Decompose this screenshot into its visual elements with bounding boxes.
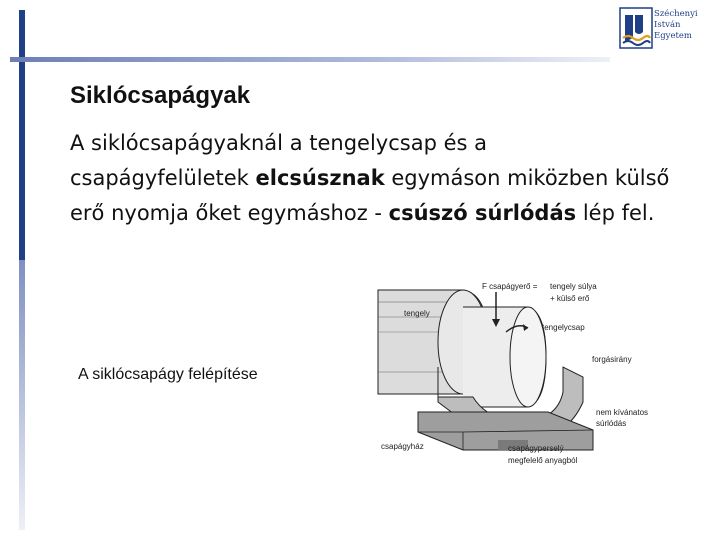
left-accent-bar-fade (19, 260, 25, 530)
label-rotation: forgásirány (592, 355, 632, 364)
top-accent-bar (10, 57, 610, 62)
label-weight: tengely súlya (550, 282, 597, 291)
label-force: F csapágyerő = (482, 282, 538, 291)
figure-caption: A siklócsapágy felépítése (78, 366, 258, 383)
bearing-diagram (378, 272, 649, 467)
label-required: nem kívánatos (596, 408, 649, 417)
label-journal: tengelycsap (542, 323, 585, 332)
label-friction: súrlódás (596, 419, 627, 428)
slide-body (70, 126, 670, 231)
logo-text (654, 9, 698, 42)
logo-line-1: Széchenyi (654, 9, 698, 19)
label-shell-2: megfelelő anyagból (508, 456, 578, 465)
label-housing: csapágyház (381, 442, 424, 451)
label-shell-1: csapágyperselý (508, 444, 564, 453)
label-shaft: tengely (404, 309, 430, 318)
journal-drawing (463, 307, 546, 407)
body-text-1: A siklócsapágyaknál a tengelycsap és a csapágyfelületek (70, 131, 487, 190)
logo-mark-icon (620, 8, 652, 48)
university-logo (620, 8, 712, 52)
label-external: + külső erő (550, 294, 590, 303)
logo-line-3: Egyetem (654, 31, 692, 41)
body-bold-1: elcsúsznak (255, 166, 385, 190)
left-accent-bar (19, 10, 25, 260)
slide-title: Siklócsapágyak (70, 82, 251, 109)
body-text-3: lép fel. (576, 201, 655, 225)
body-bold-2: csúszó súrlódás (388, 201, 577, 225)
body-text-2: egymáson miközben külső erő nyomja őket egymáshoz - (70, 166, 670, 225)
logo-line-2: István (654, 20, 681, 30)
